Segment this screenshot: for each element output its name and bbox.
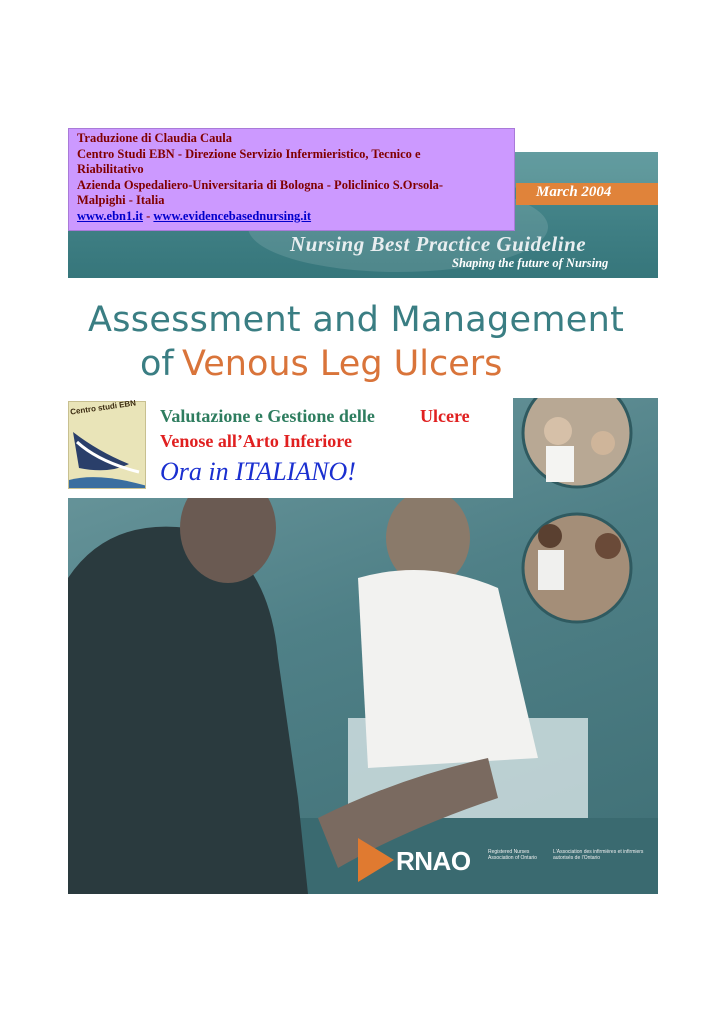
translation-note [68,128,515,231]
italian-announcement: Ora in ITALIANO! [160,457,356,486]
rnao-french-name: L'Association des infirmières et infirmiers autorisés de l'Ontario [553,849,644,861]
guideline-tagline: Shaping the future of Nursing [452,256,609,270]
publication-date: March 2004 [536,184,612,200]
rnao-arrow-icon [358,838,394,882]
title-line-2-prefix: of [140,344,174,384]
italian-title-line-1: Valutazione e Gestione delle [160,406,375,426]
translator-line: Traduzione di Claudia Caula [77,131,233,145]
links-line [77,209,506,225]
evidencebasednursing-link[interactable]: www.evidencebasednursing.it [153,208,312,223]
ebn1-link[interactable]: www.ebn1.it [77,208,143,223]
hospital-line-cont: Malpighi - Italia [77,193,165,207]
hospital-line: Azienda Ospedaliero-Universitaria di Bologna - Policlinico S.Orsola- [77,177,444,192]
rnao-logo-text: RNAO [396,846,471,876]
rnao-english-name: Registered Nurses Association of Ontario [488,849,537,861]
link-separator: - [142,208,154,223]
institution-line: Centro Studi EBN - Direzione Servizio Infermieristico, Tecnico e [77,146,421,161]
institution-line-cont: Riabilitativo [77,162,144,176]
logo-label: Centro studi EBN [69,398,137,417]
italian-title-line-2: Venose all’Arto Inferiore [160,431,352,451]
title-line-1: Assessment and Management [88,300,625,340]
title-line-2-main: Venous Leg Ulcers [182,344,503,384]
italian-title-line-1-highlight: Ulcere [420,406,470,426]
guideline-title: Nursing Best Practice Guideline [290,232,587,256]
